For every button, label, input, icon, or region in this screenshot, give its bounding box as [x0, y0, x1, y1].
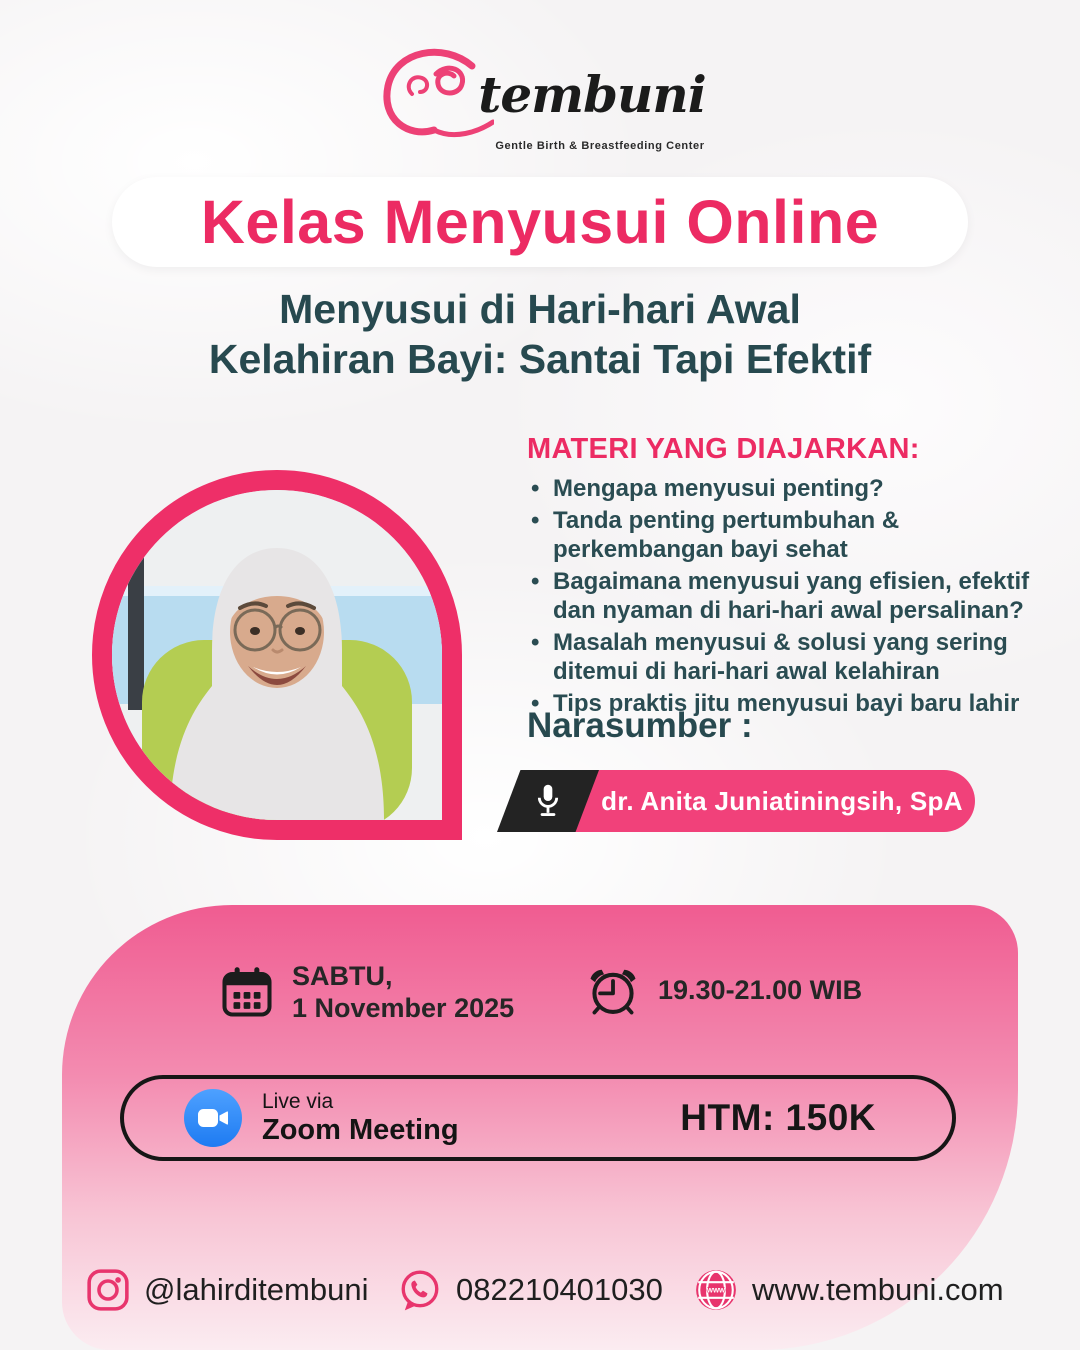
- event-date-group: [220, 960, 514, 1024]
- website-url: www.tembuni.com: [752, 1272, 1004, 1307]
- brand-tagline: Gentle Birth & Breastfeeding Center: [495, 140, 705, 152]
- speaker-name-pill: [543, 770, 975, 832]
- speaker-portrait-illustration: [112, 490, 442, 820]
- materials-heading: MATERI YANG DIAJARKAN:: [527, 433, 920, 465]
- logo-swirl-icon: [374, 44, 494, 144]
- brand-logo: [0, 44, 1080, 152]
- platform-name: Zoom Meeting: [262, 1114, 459, 1146]
- event-day: SABTU,: [292, 961, 393, 991]
- zoom-icon: [184, 1089, 242, 1147]
- speaker-label: Narasumber :: [527, 706, 753, 745]
- platform-text: [262, 1090, 459, 1146]
- materials-item-2: • Tanda penting pertumbuhan & perkembangan bayi sehat: [527, 506, 1042, 564]
- event-time-group: [586, 963, 862, 1017]
- materials-list: [527, 474, 1042, 718]
- website-contact: [694, 1268, 1004, 1312]
- materials-item-4: • Masalah menyusui & solusi yang sering ditemui di hari-hari awal kelahiran: [527, 628, 1042, 686]
- title-banner: [112, 177, 968, 267]
- whatsapp-contact: [398, 1268, 663, 1312]
- materials-section: [527, 433, 1042, 721]
- brand-name: tembuni: [478, 64, 706, 124]
- speaker-name: dr. Anita Juniatiningsih, SpA: [601, 785, 963, 816]
- page-title: Kelas Menyusui Online: [200, 188, 880, 256]
- live-via-label: Live via: [262, 1090, 334, 1113]
- subtitle-line-1: Menyusui di Hari-hari Awal: [279, 286, 801, 332]
- speaker-photo-frame: [92, 470, 462, 840]
- calendar-icon: [220, 965, 274, 1019]
- instagram-handle: @lahirditembuni: [144, 1272, 369, 1307]
- alarm-clock-icon: [586, 963, 640, 1017]
- event-date: 1 November 2025: [292, 993, 515, 1023]
- svg-text:www: www: [706, 1285, 726, 1295]
- event-date-text: [292, 960, 514, 1024]
- instagram-icon: [86, 1268, 130, 1312]
- materials-item-5: • Tips praktis jitu menyusui bayi baru lahir: [527, 689, 1042, 718]
- whatsapp-number: 082210401030: [456, 1272, 663, 1307]
- video-camera-icon: [197, 1106, 229, 1130]
- subtitle-line-2: Kelahiran Bayi: Santai Tapi Efektif: [208, 336, 872, 382]
- materials-item-3: • Bagaimana menyusui yang efisien, efektif dan nyaman di hari-hari awal persalinan?: [527, 567, 1042, 625]
- subtitle: [0, 284, 1080, 384]
- whatsapp-icon: [398, 1268, 442, 1312]
- price-label: HTM: 150K: [680, 1097, 876, 1138]
- microphone-icon: [535, 783, 561, 819]
- event-time: 19.30-21.00 WIB: [658, 974, 863, 1005]
- globe-icon: [694, 1268, 738, 1312]
- platform-price-pill: [120, 1075, 956, 1161]
- speaker-photo: [112, 490, 442, 820]
- speaker-banner: [497, 770, 977, 832]
- instagram-contact: [86, 1268, 368, 1312]
- materials-item-1: • Mengapa menyusui penting?: [527, 474, 1042, 503]
